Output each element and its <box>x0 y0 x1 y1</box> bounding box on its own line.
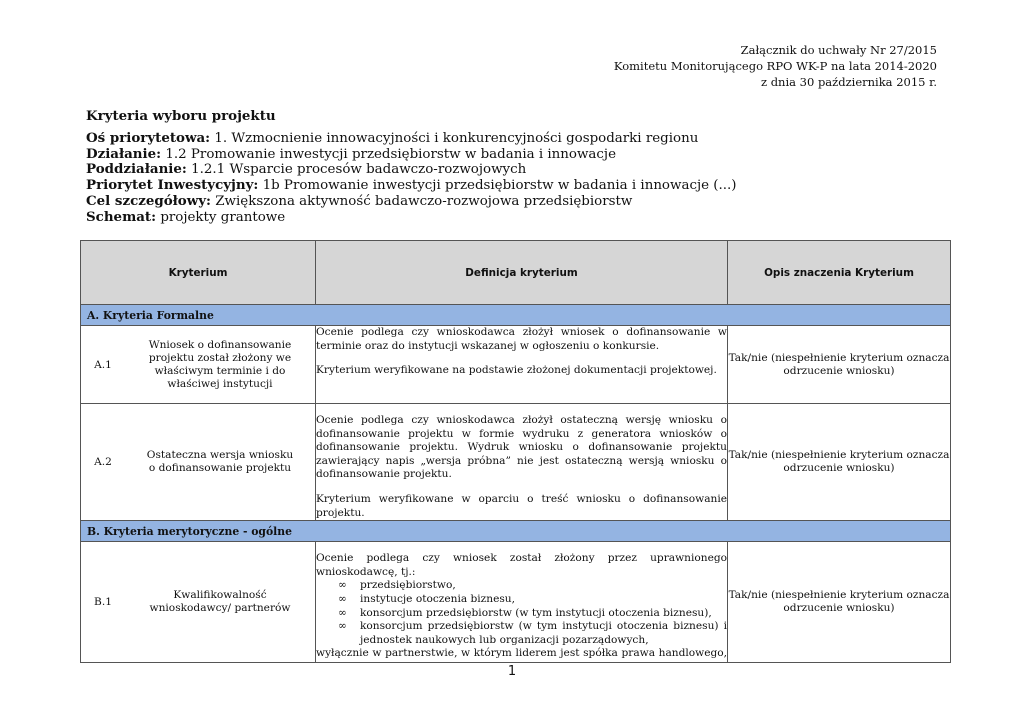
infinity-bullet-icon: ∞ <box>338 606 347 619</box>
criterion-cell <box>81 404 316 521</box>
table-row <box>81 542 951 663</box>
definition-paragraph: Kryterium weryfikowane w oparciu o treść wniosku o dofinansowanie projektu. <box>316 492 727 519</box>
intro-dzialanie <box>86 147 946 163</box>
criterion-name: Wniosek o dofinansowanie projektu został złożony we właściwym terminie i do właściwej instytucji <box>148 338 292 390</box>
intro-schemat <box>86 210 946 226</box>
dzialanie-value: 1.2 Promowanie inwestycji przedsiębiorstw w badania i innowacje <box>161 146 616 162</box>
cel-value: Zwiększona aktywność badawczo-rozwojowa przedsiębiorstw <box>210 193 633 209</box>
header-line-1: Załącznik do uchwały Nr 27/2015 <box>740 43 937 57</box>
header-kryterium: Kryterium <box>81 241 316 305</box>
table-header-row <box>81 241 951 305</box>
criterion-definition <box>316 326 728 404</box>
criterion-cell <box>81 326 316 404</box>
document-header <box>614 42 937 90</box>
list-item-text: konsorcjum przedsiębiorstw (w tym instytucji otoczenia biznesu) i jednostek naukowych lub organizacji pozarządowych, <box>360 620 727 646</box>
section-b-label: B. Kryteria merytoryczne - ogólne <box>81 521 951 542</box>
intro-os <box>86 131 946 147</box>
intro-poddzialanie <box>86 162 946 178</box>
list-item <box>316 607 727 621</box>
header-definicja: Definicja kryterium <box>316 241 728 305</box>
criterion-cell <box>81 542 316 663</box>
schemat-label: Schemat: <box>86 208 157 225</box>
criterion-definition <box>316 542 728 663</box>
os-label: Oś priorytetowa: <box>86 129 211 146</box>
intro-priorytet <box>86 178 946 194</box>
priorytet-label: Priorytet Inwestycyjny: <box>86 177 259 194</box>
list-item <box>316 620 727 647</box>
intro-cel <box>86 194 946 210</box>
criterion-description: Tak/nie (niespełnienie kryterium oznacza odrzucenie wniosku) <box>728 404 951 521</box>
cel-label: Cel szczegółowy: <box>86 192 211 209</box>
poddzialanie-value: 1.2.1 Wsparcie procesów badawczo-rozwojowych <box>186 162 527 178</box>
eligible-applicants-list <box>316 579 727 647</box>
poddzialanie-label: Poddziałanie: <box>86 161 187 178</box>
os-value: 1. Wzmocnienie innowacyjności i konkurencyjności gospodarki regionu <box>210 130 699 146</box>
table-row <box>81 404 951 521</box>
infinity-bullet-icon: ∞ <box>338 620 347 633</box>
definition-paragraph: Ocenie podlega czy wnioskodawca złożył wniosek o dofinansowanie w terminie oraz do instytucji wskazanej w ogłoszeniu o konkursie. <box>316 326 727 352</box>
definition-paragraph: Ocenie podlega czy wniosek został złożony przez uprawnionego wnioskodawcę, tj.: <box>316 552 727 578</box>
intro-title: Kryteria wyboru projektu <box>86 108 276 124</box>
definition-paragraph: wyłącznie w partnerstwie, w którym liderem jest spółka prawa handlowego, <box>316 647 727 659</box>
header-line-2: Komitetu Monitorującego RPO WK-P na lata 2014-2020 <box>613 59 937 73</box>
definition-paragraph: Ocenie podlega czy wnioskodawca złożył ostateczną wersję wniosku o dofinansowanie projektu w formie wydruku z generatora wniosków o dofinansowanie projektu. Wydruk wniosku o dofinansowanie projektu zawierający napis „wersja próbna” nie jest ostateczną wersją wniosku o dofinansowanie projektu. <box>316 414 727 481</box>
criteria-table <box>80 240 951 663</box>
list-item-text: przedsiębiorstwo, <box>360 579 456 592</box>
criterion-name: Kwalifikowalność wnioskodawcy/ partnerów <box>149 589 291 615</box>
criterion-definition <box>316 404 728 521</box>
list-item-text: konsorcjum przedsiębiorstw (w tym instytucji otoczenia biznesu), <box>360 606 712 619</box>
criterion-name: Ostateczna wersja wniosku o dofinansowanie projektu <box>146 449 294 475</box>
schemat-value: projekty grantowe <box>156 209 286 225</box>
criterion-code: A.2 <box>94 456 112 469</box>
dzialanie-label: Działanie: <box>86 145 162 162</box>
section-a-label: A. Kryteria Formalne <box>81 305 951 326</box>
header-opis: Opis znaczenia Kryterium <box>728 241 951 305</box>
header-line-3: z dnia 30 października 2015 r. <box>760 75 937 89</box>
infinity-bullet-icon: ∞ <box>338 592 347 605</box>
infinity-bullet-icon: ∞ <box>338 579 347 592</box>
page-number: 1 <box>507 664 517 679</box>
table-row <box>81 326 951 404</box>
project-intro <box>86 109 946 226</box>
list-item-text: instytucje otoczenia biznesu, <box>360 592 515 605</box>
criterion-description: Tak/nie (niespełnienie kryterium oznacza odrzucenie wniosku) <box>728 326 951 404</box>
section-row-b <box>81 521 951 542</box>
priorytet-value: 1b Promowanie inwestycji przedsiębiorstw w badania i innowacje (...) <box>258 178 737 194</box>
section-row-a <box>81 305 951 326</box>
criterion-description: Tak/nie (niespełnienie kryterium oznacza odrzucenie wniosku) <box>728 542 951 663</box>
criterion-code: B.1 <box>94 596 112 609</box>
definition-paragraph: Kryterium weryfikowane na podstawie złożonej dokumentacji projektowej. <box>316 364 717 377</box>
list-item <box>316 579 727 593</box>
list-item <box>316 593 727 607</box>
criterion-code: A.1 <box>94 358 112 371</box>
